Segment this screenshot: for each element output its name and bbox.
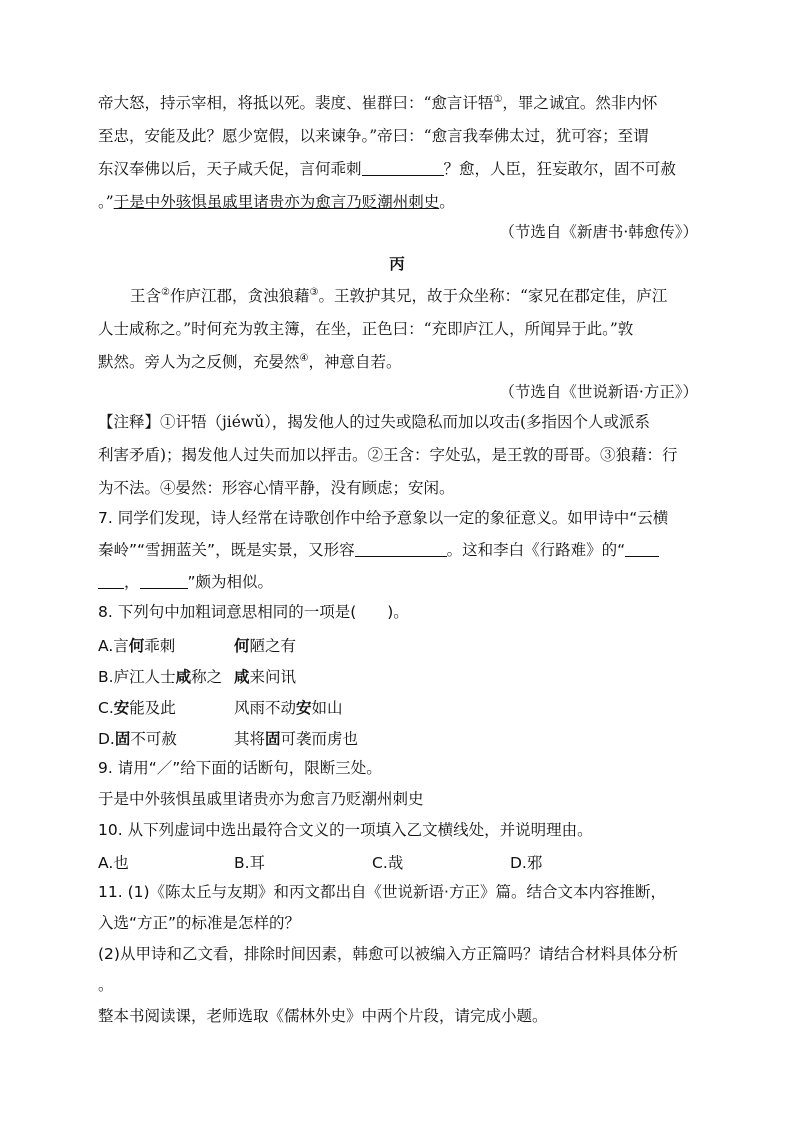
q10-stem: 10. 从下列虚词中选出最符合文义的一项填入乙文横线处，并说明理由。 <box>98 821 593 839</box>
yi-text: ？愈，人臣，狂妄敢尔，固不可赦 <box>443 160 677 178</box>
notes-line-1: 【注释】①讦牾（jiéwǔ），揭发他人的过失或隐私而加以攻击(多指因个人或派系 <box>98 413 650 431</box>
q8-option-c-right: 风雨不动安如山 <box>234 699 343 717</box>
note-marker: ④ <box>299 353 309 364</box>
q10-option-a[interactable]: A.也 <box>98 854 129 872</box>
yi-line-3 <box>98 159 676 179</box>
fill-blank[interactable] <box>625 540 659 557</box>
yi-text: 。 <box>439 193 455 211</box>
note-marker: ① <box>493 94 503 105</box>
q8-stem: 8. 下列句中加粗词意思相同的一项是( )。 <box>98 603 409 621</box>
q10-option-c[interactable]: C.哉 <box>372 854 404 872</box>
bing-text: 人士咸称之。”时何充为敦主簿，在坐，正色曰：“充即庐江人，所闻异于此。”敦 <box>98 320 634 338</box>
q9-stem: 9. 请用“／”给下面的话断句，限断三处。 <box>98 759 382 777</box>
fill-blank[interactable] <box>98 572 124 589</box>
q11-line-4: 。 <box>98 976 114 994</box>
notes-line-3: 为不法。④晏然：形容心情平静，没有顾虑；安闲。 <box>98 479 455 497</box>
bing-text: 王含 <box>130 287 162 305</box>
q7-text: ”颇为相似。 <box>187 573 274 591</box>
fill-blank[interactable] <box>140 572 188 589</box>
yi-text: 东汉奉佛以后，天子咸夭促，言何乖刺 <box>98 160 362 178</box>
q11-line-3: (2)从甲诗和乙文看，排除时间因素，韩愈可以被编入方正篇吗？请结合材料具体分析 <box>98 945 678 963</box>
q8-option-c-left[interactable]: C.安能及此 <box>98 699 176 717</box>
q9-sentence[interactable]: 于是中外骇惧虽戚里诸贵亦为愈言乃贬潮州刺史 <box>98 790 424 808</box>
q8-option-b-right: 咸来问讯 <box>234 668 297 686</box>
q11-line-1: 11. (1)《陈太丘与友期》和丙文都出自《世说新语·方正》篇。结合文本内容推断， <box>98 883 666 901</box>
yi-source: （节选自《新唐书·韩愈传》） <box>499 223 698 241</box>
notes-line-2: 利害矛盾)；揭发他人过失而加以抨击。②王含：字处弘，是王敦的哥哥。③狼藉：行 <box>98 446 678 464</box>
q8-option-a-left[interactable]: A.言何乖刺 <box>98 637 176 655</box>
q7-line-3 <box>98 572 273 592</box>
q7-text: 秦岭”“雪拥蓝关”，既是实景，又形容 <box>98 541 355 559</box>
q10-option-b[interactable]: B.耳 <box>234 854 266 872</box>
q7-line-2 <box>98 540 659 560</box>
q8-option-d-left[interactable]: D.固不可赦 <box>98 730 177 748</box>
yi-text: ，罪之诚宜。然非内怀 <box>502 94 658 112</box>
q8-option-a-right: 何陋之有 <box>234 637 297 655</box>
fill-blank[interactable] <box>355 540 447 557</box>
yi-text: 。” <box>98 193 114 211</box>
bing-text: 默然。旁人为之反侧，充晏然 <box>98 353 300 371</box>
bing-text: 。王敦护其兄，故于众坐称：“家兄在郡定佳，庐江 <box>318 287 668 305</box>
yi-text: 至忠，安能及此？愿少宽假，以来谏争。”帝曰：“愈言我奉佛太过，犹可容；至谓 <box>98 127 649 145</box>
yi-line-4 <box>98 192 455 212</box>
note-marker: ② <box>161 287 170 298</box>
bing-line-1 <box>130 286 667 306</box>
bing-line-2 <box>98 319 633 339</box>
q8-option-d-right: 其将固可袭而虏也 <box>234 730 359 748</box>
bing-line-3 <box>98 352 402 372</box>
q7-line-1: 7. 同学们发现，诗人经常在诗歌创作中给予意象以一定的象征意义。如甲诗中“云横 <box>98 509 669 527</box>
fill-blank[interactable] <box>362 159 444 176</box>
q11-line-2: 入选“方正”的标准是怎样的？ <box>98 914 301 932</box>
bing-title: 丙 <box>389 254 405 273</box>
q10-option-d[interactable]: D.邪 <box>510 854 543 872</box>
q8-option-b-left[interactable]: B.庐江人士咸称之 <box>98 668 223 686</box>
yi-text: 帝大怒，持示宰相，将抵以死。裴度、崔群曰：“愈言讦牾 <box>98 94 494 112</box>
yi-line-1 <box>98 93 657 113</box>
q7-text: ， <box>124 573 140 591</box>
q7-text: 。这和李白《行路难》的“ <box>446 541 626 559</box>
bing-text: ，神意自若。 <box>308 353 402 371</box>
bing-source: （节选自《世说新语·方正》） <box>499 383 698 401</box>
reading-intro: 整本书阅读课，老师选取《儒林外史》中两个片段，请完成小题。 <box>98 1007 548 1025</box>
yi-line-2 <box>98 126 649 146</box>
note-marker: ③ <box>309 287 319 298</box>
bing-text: 作庐江郡，贪浊狼藉 <box>169 287 310 305</box>
underlined-sentence: 于是中外骇惧虽戚里诸贵亦为愈言乃贬潮州刺史 <box>113 193 440 211</box>
